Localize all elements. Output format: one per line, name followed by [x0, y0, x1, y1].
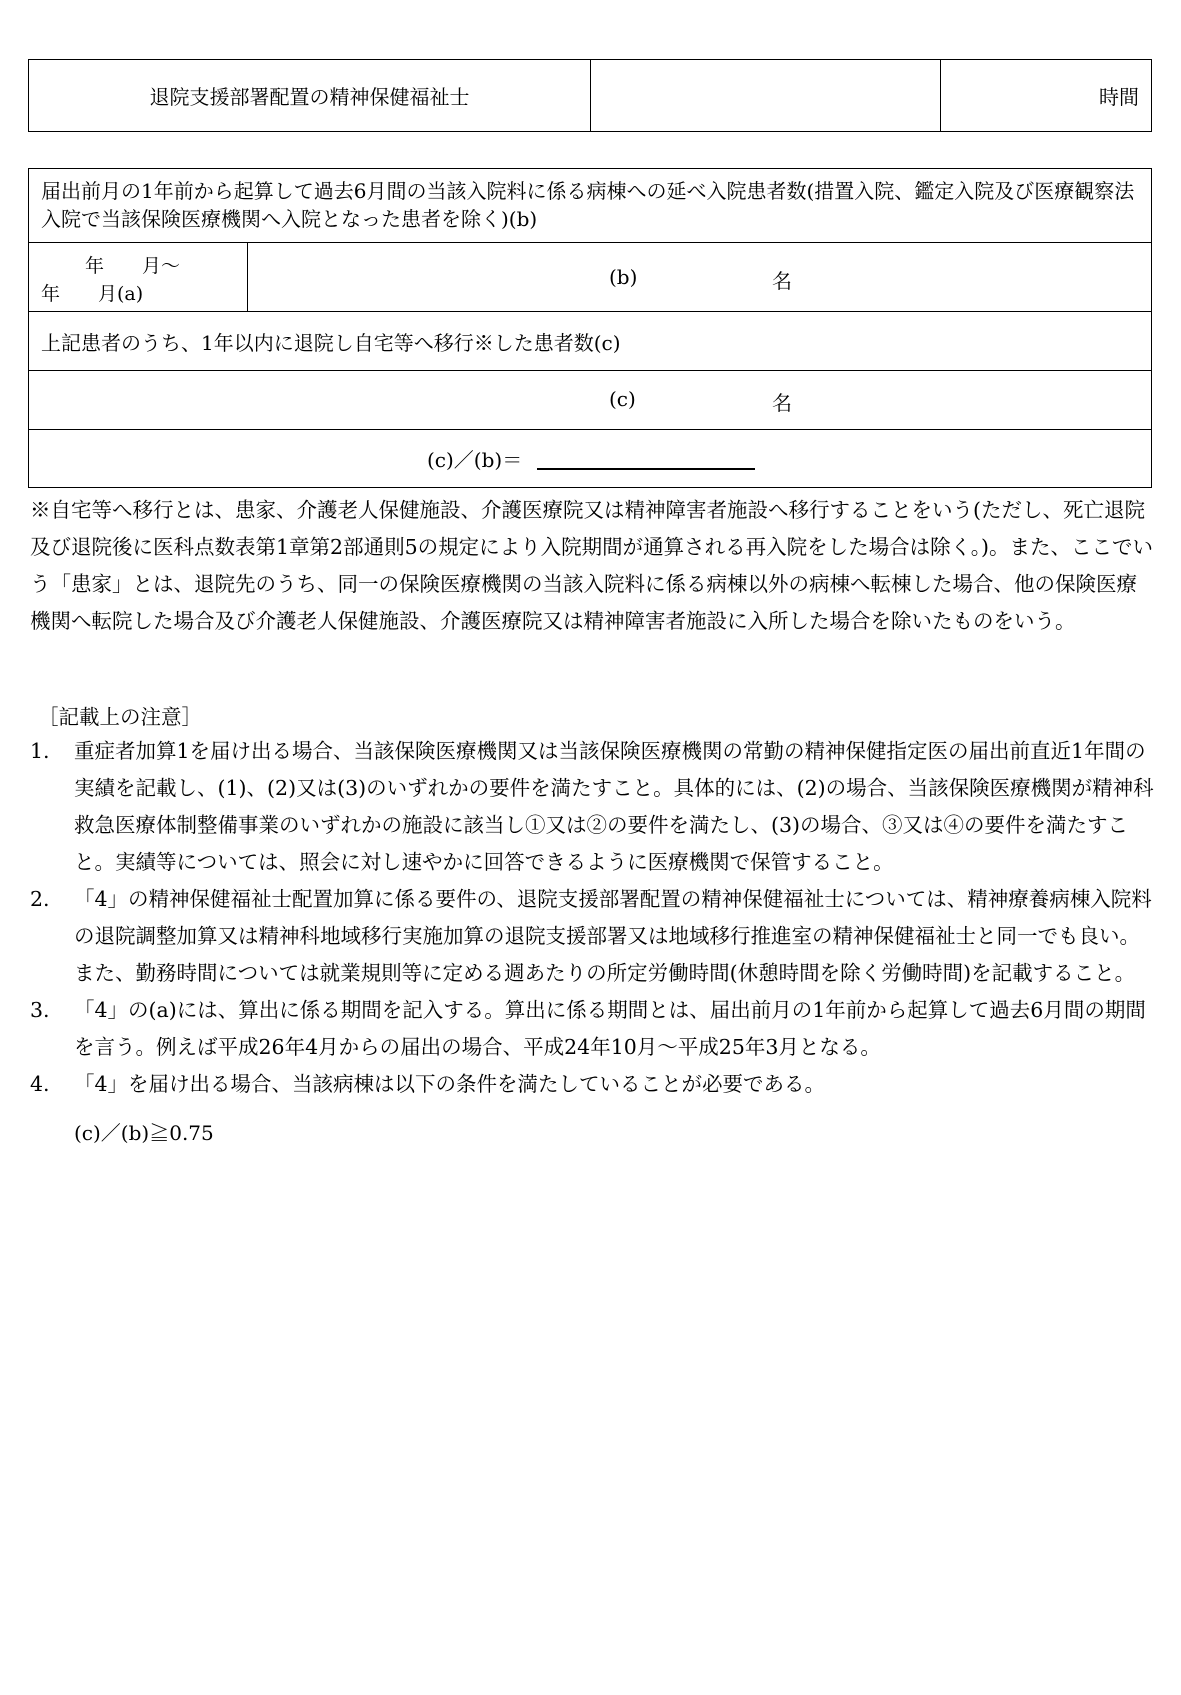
period-end: 年 月(a) [41, 283, 144, 305]
period-row [29, 243, 1151, 312]
caution-text: 重症者加算1を届け出る場合、当該保険医療機関又は当該保険医療機関の常勤の精神保健指定医の届出前直近1年間の実績を記載し、(1)、(2)又は(3)のいずれかの要件を満たすこと。具体的には、(2)の場合、当該保険医療機関が精神科救急医療体制整備事業のいずれかの施設に該当し①又は②の要件を満たし、(3)の場合、③又は④の要件を満たすこと。実績等については、照会に対し速やかに回答できるように医療機関で保管すること。 [74, 739, 1154, 874]
ratio-condition-formula: (c)／(b)≧0.75 [74, 1121, 214, 1145]
psw-label: 退院支援部署配置の精神保健福祉士 [149, 85, 470, 109]
c-label-row [29, 312, 1151, 371]
caution-number: 3. [30, 998, 50, 1022]
c-symbol: (c) [609, 387, 636, 411]
caution-list [30, 733, 1154, 1103]
period-start: 年 月～ [85, 255, 181, 277]
b-label-row [29, 169, 1151, 243]
hours-unit-cell [941, 60, 1151, 131]
hours-entry-cell[interactable] [591, 60, 941, 131]
footnote-text: ※自宅等へ移行とは、患家、介護老人保健施設、介護医療院又は精神障害者施設へ移行することをいう(ただし、死亡退院及び退院後に医科点数表第1章第2部通則5の規定により入院期間が通算される再入院をした場合は除く。)。また、ここでいう「患家」とは、退院先のうち、同一の保険医療機関の当該入院料に係る病棟以外の病棟へ転棟した場合、他の保険医療機関へ転院した場合及び介護老人保健施設、介護医療院又は精神障害者施設に入所した場合を除いたものをいう。 [30, 498, 1153, 633]
ratio-expression: (c)／(b)＝ [427, 448, 523, 472]
c-value-row[interactable] [29, 371, 1151, 430]
hours-unit: 時間 [1099, 85, 1139, 109]
caution-item [30, 1066, 1154, 1103]
ratio-answer-line[interactable] [537, 468, 755, 470]
b-symbol: (b) [609, 265, 638, 289]
caution-item [30, 881, 1154, 992]
caution-text: 「4」の精神保健福祉士配置加算に係る要件の、退院支援部署配置の精神保健福祉士については、精神療養病棟入院料の退院調整加算又は精神科地域移行実施加算の退院支援部署又は地域移行推進室の精神保健福祉士と同一でも良い。また、勤務時間については就業規則等に定める週あたりの所定労働時間(休憩時間を除く労働時間)を記載すること。 [74, 887, 1152, 985]
b-unit: 名 [772, 269, 792, 293]
b-label: 届出前月の1年前から起算して過去6月間の当該入院料に係る病棟への延べ入院患者数(措置入院、鑑定入院及び医療観察法入院で当該保険医療機関へ入院となった患者を除く)(b) [41, 179, 1135, 231]
caution-item [30, 992, 1154, 1066]
caution-text: 「4」の(a)には、算出に係る期間を記入する。算出に係る期間とは、届出前月の1年前から起算して過去6月間の期間を言う。例えば平成26年4月からの届出の場合、平成24年10月～平成25年3月となる。 [74, 998, 1146, 1059]
period-cell[interactable] [29, 243, 248, 311]
caution-heading: ［記載上の注意］ [38, 705, 202, 729]
c-label: 上記患者のうち、1年以内に退院し自宅等へ移行※した患者数(c) [41, 330, 621, 355]
c-unit: 名 [772, 391, 792, 415]
caution-number: 4. [30, 1072, 50, 1096]
caution-number: 1. [30, 739, 50, 763]
caution-number: 2. [30, 887, 50, 911]
ratio-row [29, 430, 1151, 487]
footnote [30, 492, 1154, 640]
patient-count-table [28, 168, 1152, 488]
staff-hours-table [28, 59, 1152, 132]
psw-label-cell [29, 60, 591, 131]
caution-text: 「4」を届け出る場合、当該病棟は以下の条件を満たしていることが必要である。 [74, 1072, 826, 1096]
caution-item [30, 733, 1154, 881]
